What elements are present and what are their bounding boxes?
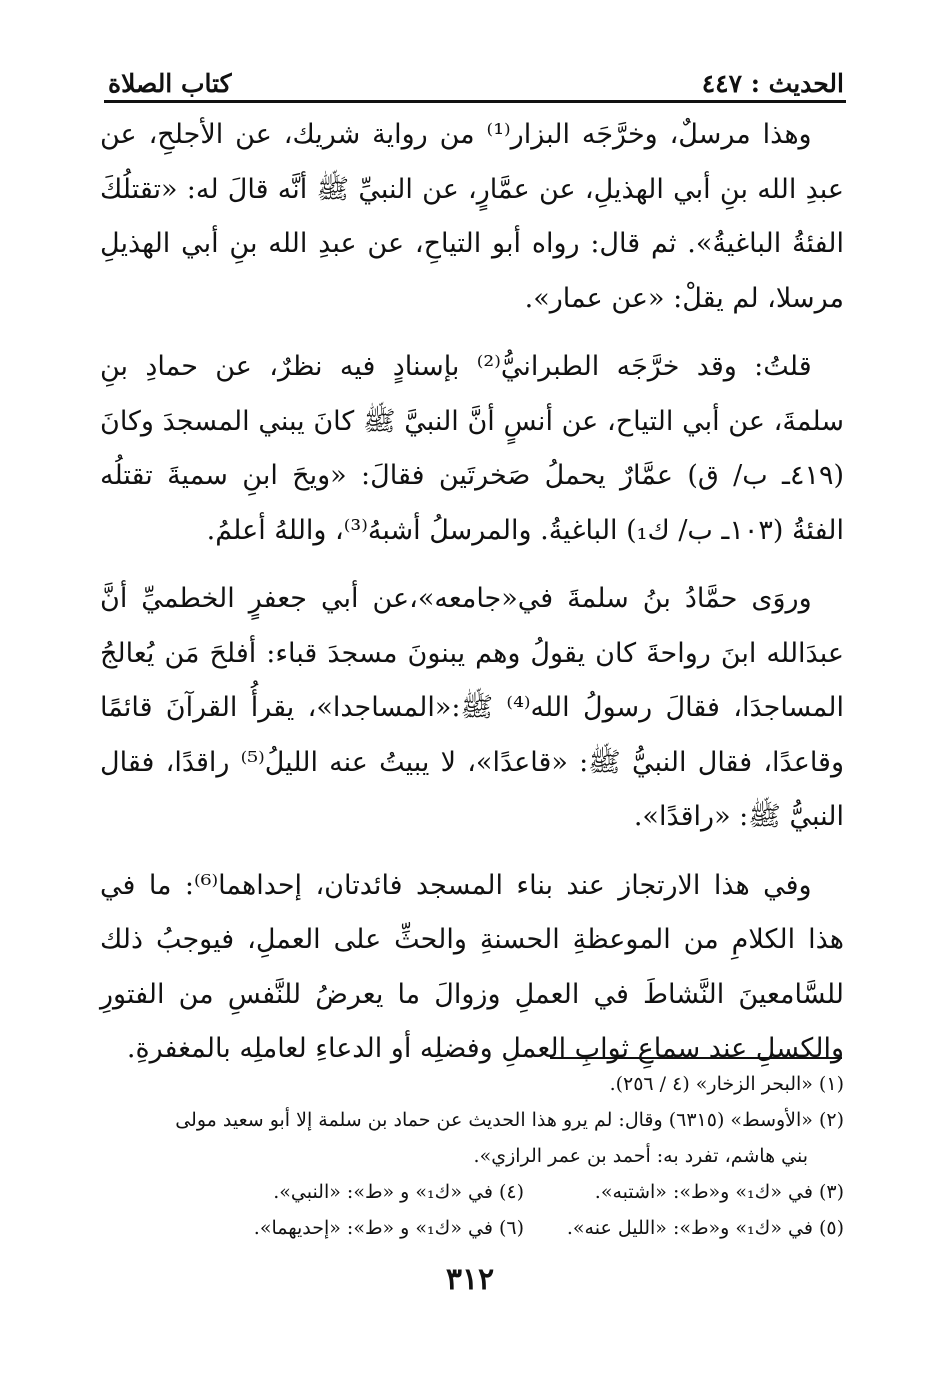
- footnote-1: (١) «البحر الزخار» (٤ / ٢٥٦).: [609, 1073, 844, 1095]
- header-book-title: كتاب الصلاة: [108, 69, 232, 98]
- footnote-5: (٥) في «ك₁» و«ط»: «الليل عنه».: [566, 1217, 844, 1239]
- main-text: [100, 108, 844, 1077]
- header-divider: [104, 100, 846, 103]
- running-header: [108, 56, 844, 98]
- footnote-row-5-6: [100, 1210, 844, 1246]
- paragraph-3: وروَى حمَّادُ بنُ سلمةَ في«جامعه»،عن أبي جعفرٍ الخطميِّ أنَّ عبدَالله ابنَ رواحةَ كان يقولُ وهم يبنونَ مسجدَ قباء: أفلحَ مَن يُعالجُ المساجدَا، فقالَ رسولُ الله⁽⁴⁾ ﷺ:«المساجدا»، يقرأُ القرآنَ قائمًا وقاعدًا، فقال النبيُّ ﷺ: «قاعدًا»، لا يبيتُ عنه الليلُ⁽⁵⁾ راقدًا، فقال النبيُّ ﷺ: «راقدًا».: [100, 583, 844, 832]
- footnote-6: (٦) في «ك₁» و «ط»: «إحديهما».: [253, 1217, 524, 1239]
- footnote-2-continuation: بني هاشم، تفرد به: أحمد بن عمر الرازي».: [473, 1145, 808, 1167]
- paragraph-1: وهذا مرسلٌ، وخرَّجَه البزار⁽¹⁾ من رواية شريك، عن الأجلحِ، عن عبدِ الله بنِ أبي الهذيلِ، عن عمَّارٍ، عن النبيِّ ﷺ أنَّه قالَ له: «تقتلُكَ الفئةُ الباغيةُ». ثم قال: رواه أبو التياحِ، عن عبدِ الله بنِ أبي الهذيلِ مرسلا، لم يقلْ: «عن عمار».: [100, 119, 844, 314]
- footnotes: [100, 1066, 844, 1246]
- header-hadith-number: الحديث : ٤٤٧: [701, 69, 844, 98]
- footnote-4: (٤) في «ك₁» و «ط»: «النبي».: [273, 1181, 524, 1203]
- page-number: ٣١٢: [445, 1262, 495, 1297]
- paragraph-2: قلتُ: وقد خرَّجَه الطبرانيُّ⁽²⁾ بإسنادٍ فيه نظرٌ، عن حمادِ بنِ سلمةَ، عن أبي التياح، عن أنسٍ أنَّ النبيَّ ﷺ كانَ يبني المسجدَ وكانَ (٤١٩ـ ب/ ق) عمَّارٌ يحملُ صَخرتَين فقالَ: «ويحَ ابنِ سميةَ تقتلُه الفئةُ (١٠٣ـ ب/ ك₁) الباغيةُ. والمرسلُ أشبهُ⁽³⁾، واللهُ أعلمُ.: [100, 351, 844, 546]
- footnote-row-3-4: [100, 1174, 844, 1210]
- paragraph-4: وفي هذا الارتجاز عند بناء المسجد فائدتان، إحداهما⁽⁶⁾: ما في هذا الكلامِ من الموعظةِ الحسنةِ والحثِّ على العملِ، فيوجبُ ذلك للسَّامعينَ النَّشاطَ في العملِ وزوالَ ما يعرضُ للنَّفسِ من الفتورِ والكسلِ عند سماعِ ثوابِ العملِ وفضلِه أو الدعاءِ لعاملِه بالمغفرةِ.: [100, 869, 844, 1064]
- footnote-2: (٢) «الأوسط» (٦٣١٥) وقال: لم يرو هذا الحديث عن حماد بن سلمة إلا أبو سعيد مولى: [175, 1109, 844, 1131]
- footnote-divider: [550, 1057, 842, 1059]
- footnote-3: (٣) في «ك₁» و«ط»: «اشتبه».: [594, 1181, 844, 1203]
